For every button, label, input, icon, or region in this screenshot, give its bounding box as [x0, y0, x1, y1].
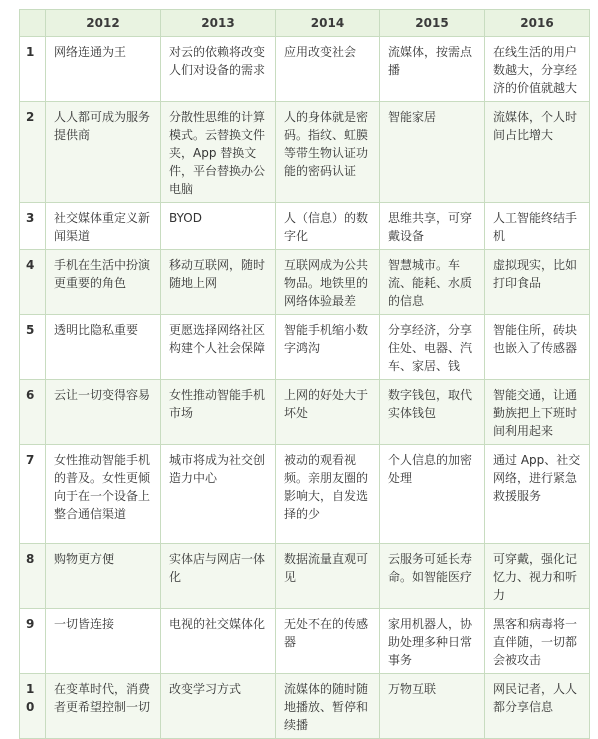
- cell-2012: 购物更方便: [46, 544, 161, 609]
- cell-2012: 女性推动智能手机的普及。女性更倾向于在一个设备上整合通信渠道: [46, 445, 161, 544]
- cell-2014: 人（信息）的数字化: [276, 203, 380, 250]
- cell-2014: 数据流量直观可见: [276, 544, 380, 609]
- cell-2012: 一切皆连接: [46, 609, 161, 674]
- header-cell-2013: 2013: [161, 10, 276, 37]
- cell-2013: 实体店与网店一体化: [161, 544, 276, 609]
- cell-2015: 流媒体，按需点播: [380, 37, 485, 102]
- row-number: 10: [20, 674, 46, 739]
- cell-2013: 移动互联网，随时随地上网: [161, 250, 276, 315]
- cell-2015: 数字钱包，取代实体钱包: [380, 380, 485, 445]
- row-number: 3: [20, 203, 46, 250]
- cell-2014: 人的身体就是密码。指纹、虹膜等带生物认证功能的密码认证: [276, 102, 380, 203]
- cell-2013: 城市将成为社交创造力中心: [161, 445, 276, 544]
- cell-2014: 应用改变社会: [276, 37, 380, 102]
- cell-2015: 分享经济，分享住处、电器、汽车、家居、钱: [380, 315, 485, 380]
- cell-2013: 分散性思维的计算模式。云替换文件夹，App 替换文件，平台替换办公电脑: [161, 102, 276, 203]
- header-cell-2016: 2016: [485, 10, 590, 37]
- table-row: [20, 445, 590, 544]
- row-number: 9: [20, 609, 46, 674]
- cell-2013: 对云的依赖将改变人们对设备的需求: [161, 37, 276, 102]
- row-number: 7: [20, 445, 46, 544]
- header-row: [20, 10, 590, 37]
- trend-table: [19, 9, 590, 739]
- row-number: 5: [20, 315, 46, 380]
- cell-2013: 电视的社交媒体化: [161, 609, 276, 674]
- cell-2015: 云服务可延长寿命。如智能医疗: [380, 544, 485, 609]
- cell-2016: 可穿戴，强化记忆力、视力和听力: [485, 544, 590, 609]
- table-row: [20, 674, 590, 739]
- row-number: 8: [20, 544, 46, 609]
- row-number: 1: [20, 37, 46, 102]
- cell-2012: 网络连通为王: [46, 37, 161, 102]
- cell-2015: 思维共享，可穿戴设备: [380, 203, 485, 250]
- cell-2015: 智能家居: [380, 102, 485, 203]
- row-number: 2: [20, 102, 46, 203]
- cell-2012: 透明比隐私重要: [46, 315, 161, 380]
- table-body: [20, 37, 590, 739]
- cell-2015: 家用机器人，协助处理多种日常事务: [380, 609, 485, 674]
- cell-2012: 云让一切变得容易: [46, 380, 161, 445]
- cell-2016: 智能住所，砖块也嵌入了传感器: [485, 315, 590, 380]
- table-row: [20, 609, 590, 674]
- cell-2014: 被动的观看视频。亲朋友圈的影响大，自发选择的少: [276, 445, 380, 544]
- cell-2014: 无处不在的传感器: [276, 609, 380, 674]
- cell-2016: 人工智能终结手机: [485, 203, 590, 250]
- cell-2013: 更愿选择网络社区构建个人社会保障: [161, 315, 276, 380]
- cell-2013: 女性推动智能手机市场: [161, 380, 276, 445]
- table-row: [20, 37, 590, 102]
- row-number: 6: [20, 380, 46, 445]
- cell-2016: 通过 App、社交网络，进行紧急救援服务: [485, 445, 590, 544]
- table-header: [20, 10, 590, 37]
- header-cell-2012: 2012: [46, 10, 161, 37]
- cell-2012: 人人都可成为服务提供商: [46, 102, 161, 203]
- cell-2016: 流媒体，个人时间占比增大: [485, 102, 590, 203]
- cell-2014: 流媒体的随时随地播放、暂停和续播: [276, 674, 380, 739]
- table-row: [20, 315, 590, 380]
- cell-2016: 网民记者，人人都分享信息: [485, 674, 590, 739]
- cell-2012: 在变革时代，消费者更希望控制一切: [46, 674, 161, 739]
- table-row: [20, 102, 590, 203]
- cell-2015: 万物互联: [380, 674, 485, 739]
- cell-2012: 手机在生活中扮演更重要的角色: [46, 250, 161, 315]
- cell-2012: 社交媒体重定义新闻渠道: [46, 203, 161, 250]
- cell-2016: 虚拟现实，比如打印食品: [485, 250, 590, 315]
- cell-2014: 上网的好处大于坏处: [276, 380, 380, 445]
- cell-2015: 智慧城市。车流、能耗、水质的信息: [380, 250, 485, 315]
- cell-2015: 个人信息的加密处理: [380, 445, 485, 544]
- table-row: [20, 203, 590, 250]
- header-cell-2014: 2014: [276, 10, 380, 37]
- row-number: 4: [20, 250, 46, 315]
- cell-2013: BYOD: [161, 203, 276, 250]
- cell-2013: 改变学习方式: [161, 674, 276, 739]
- cell-2016: 智能交通，让通勤族把上下班时间利用起来: [485, 380, 590, 445]
- table-row: [20, 544, 590, 609]
- cell-2016: 在线生活的用户数越大，分享经济的价值就越大: [485, 37, 590, 102]
- table-row: [20, 250, 590, 315]
- header-cell-index: [20, 10, 46, 37]
- header-cell-2015: 2015: [380, 10, 485, 37]
- cell-2014: 智能手机缩小数字鸿沟: [276, 315, 380, 380]
- table-row: [20, 380, 590, 445]
- cell-2014: 互联网成为公共物品。地铁里的网络体验最差: [276, 250, 380, 315]
- cell-2016: 黑客和病毒将一直伴随，一切都会被攻击: [485, 609, 590, 674]
